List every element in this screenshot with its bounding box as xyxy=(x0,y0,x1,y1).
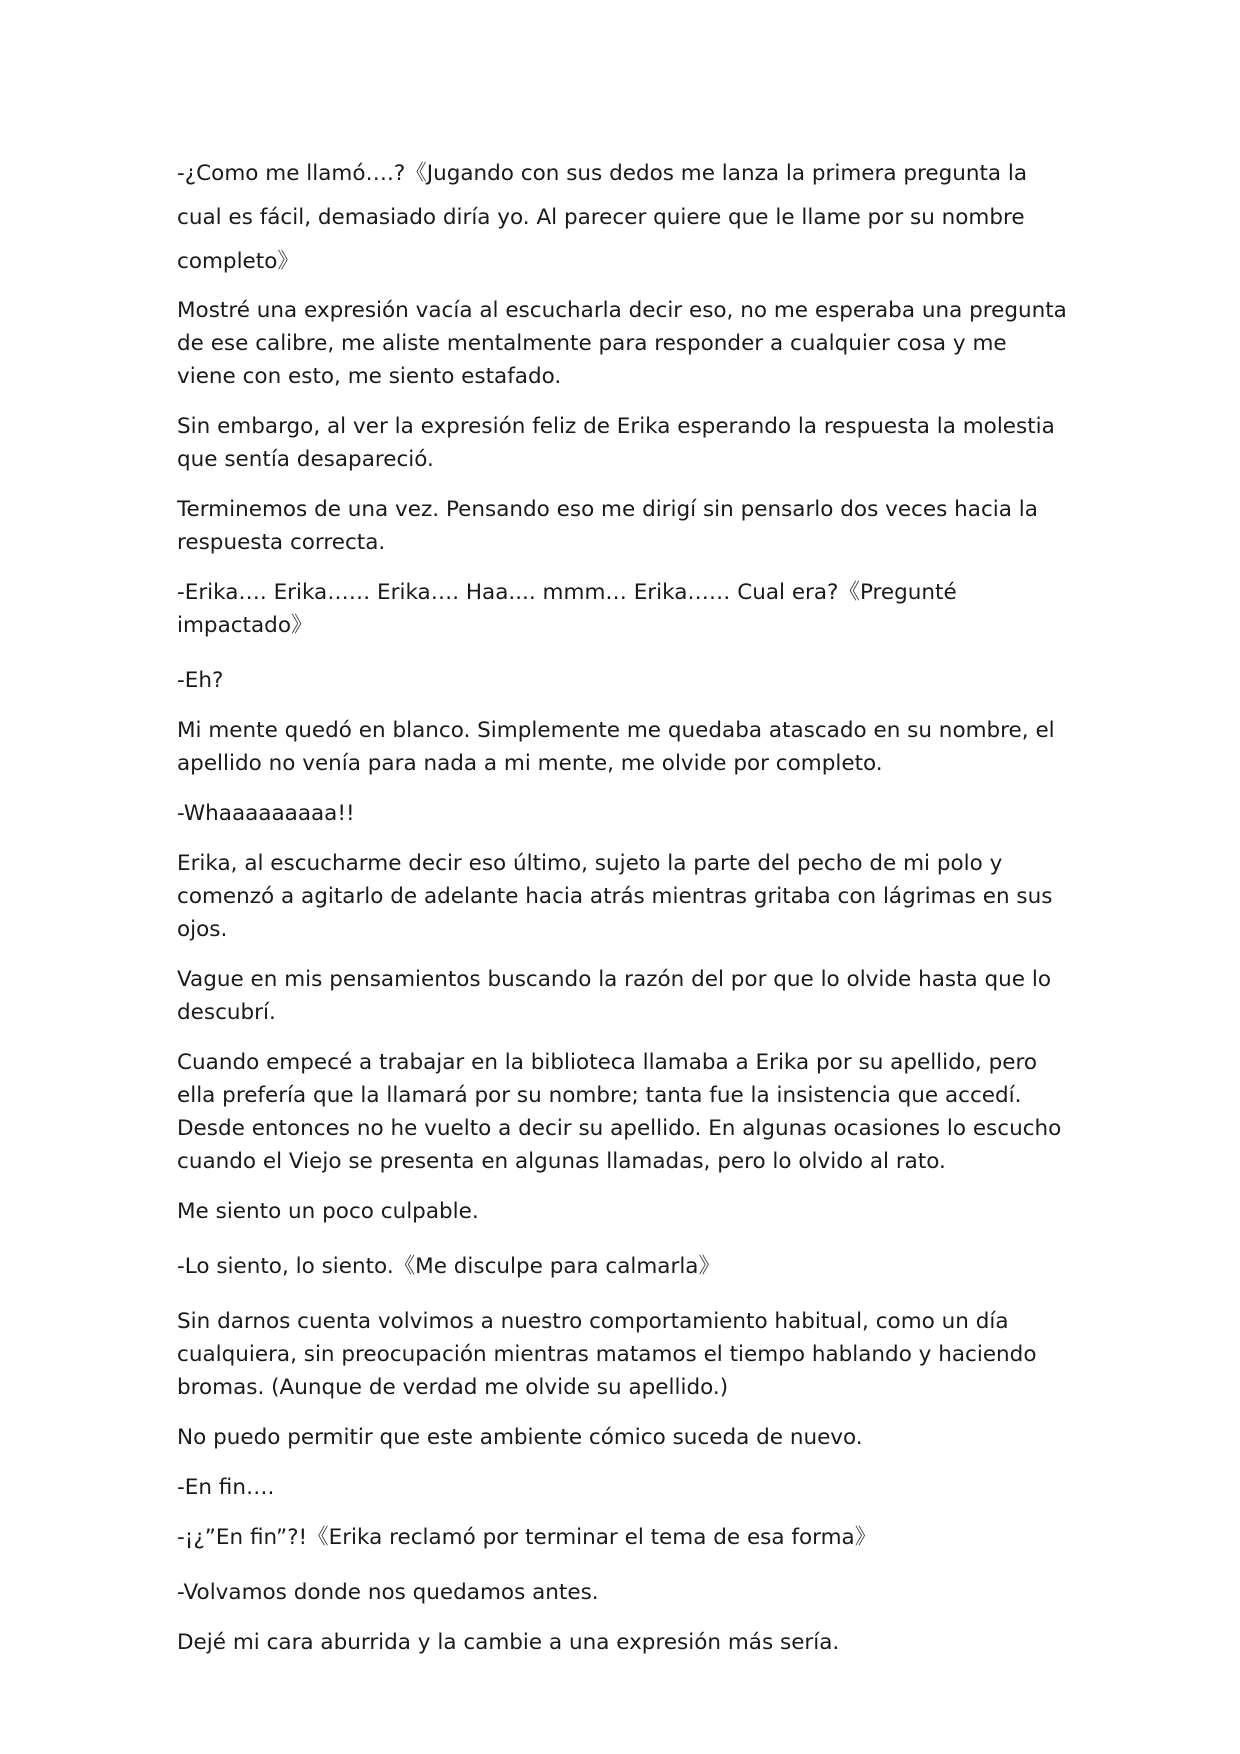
paragraph-4: Terminemos de una vez. Pensando eso me dirigí sin pensarlo dos veces hacia la respuesta correcta. xyxy=(177,497,1038,555)
document-body xyxy=(177,152,1067,1676)
paragraph-3: Sin embargo, al ver la expresión feliz de Erika esperando la respuesta la molestia que sentía desapareció. xyxy=(177,414,1055,472)
paragraph-11: Cuando empecé a trabajar en la biblioteca llamaba a Erika por su apellido, pero ella prefería que la llamará por su nombre; tanta fue la insistencia que accedí. Desde entonces no he vuelto a decir su apellido. En algunas ocasiones lo escucho cuando el Viejo se presenta en algunas llamadas, pero lo olvido al rato. xyxy=(177,1050,1062,1174)
paragraph-8: -Whaaaaaaaaa!! xyxy=(177,801,355,826)
paragraph-17: -¡¿”En fin”?!《Erika reclamó por terminar el tema de esa forma》 xyxy=(177,1525,877,1550)
paragraph-13: -Lo siento, lo siento.《Me disculpe para calmarla》 xyxy=(177,1254,720,1279)
paragraph-10: Vague en mis pensamientos buscando la razón del por que lo olvide hasta que lo descubrí. xyxy=(177,967,1051,1025)
paragraph-15: No puedo permitir que este ambiente cómico suceda de nuevo. xyxy=(177,1425,863,1450)
paragraph-6: -Eh? xyxy=(177,668,224,693)
paragraph-14: Sin darnos cuenta volvimos a nuestro comportamiento habitual, como un día cualquiera, sin preocupación mientras matamos el tiempo hablando y haciendo bromas. (Aunque de verdad me olvide su apellido.) xyxy=(177,1309,1037,1400)
paragraph-16: -En fin…. xyxy=(177,1475,275,1500)
paragraph-9: Erika, al escucharme decir eso último, sujeto la parte del pecho de mi polo y comenzó a agitarlo de adelante hacia atrás mientras gritaba con lágrimas en sus ojos. xyxy=(177,851,1053,942)
paragraph-2: Mostré una expresión vacía al escucharla decir eso, no me esperaba una pregunta de ese calibre, me aliste mentalmente para responder a cualquier cosa y me viene con esto, me siento estafado. xyxy=(177,298,1067,389)
paragraph-12: Me siento un poco culpable. xyxy=(177,1199,479,1224)
paragraph-19: Dejé mi cara aburrida y la cambie a una expresión más sería. xyxy=(177,1630,840,1655)
paragraph-1: -¿Como me llamó….?《Jugando con sus dedos me lanza la primera pregunta la cual es fácil, demasiado diría yo. Al parecer quiere que le llame por su nombre completo》 xyxy=(177,161,1028,274)
paragraph-18: -Volvamos donde nos quedamos antes. xyxy=(177,1580,599,1605)
paragraph-5: -Erika…. Erika…… Erika…. Haa.... mmm… Erika…… Cual era?《Pregunté impactado》 xyxy=(177,580,957,638)
paragraph-7: Mi mente quedó en blanco. Simplemente me quedaba atascado en su nombre, el apellido no venía para nada a mi mente, me olvide por completo. xyxy=(177,718,1055,776)
